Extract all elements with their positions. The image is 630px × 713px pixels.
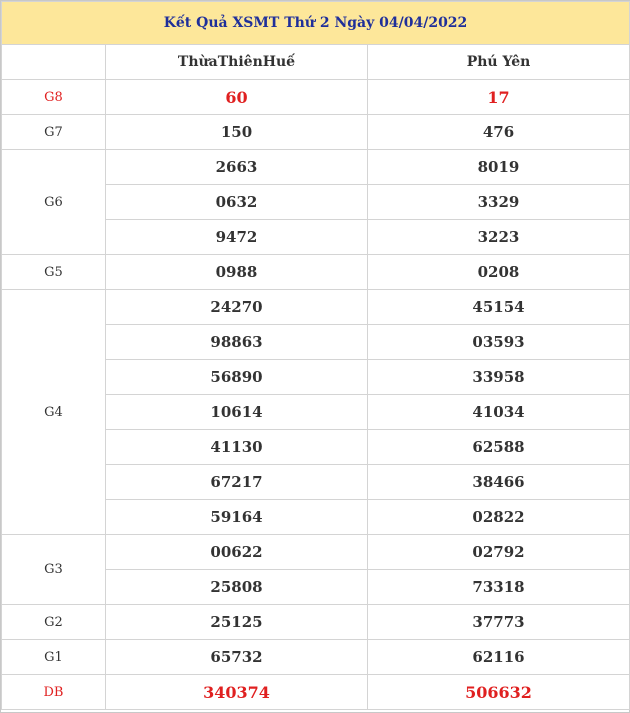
prize-number: 62116 — [368, 640, 630, 675]
prize-number: 24270 — [106, 290, 368, 325]
prize-number: 59164 — [106, 500, 368, 535]
prize-label: G5 — [2, 255, 106, 290]
prize-row — [2, 290, 630, 325]
prize-number: 0208 — [368, 255, 630, 290]
prize-number: 8019 — [368, 150, 630, 185]
prize-label: DB — [2, 675, 106, 710]
prize-number: 10614 — [106, 395, 368, 430]
prize-number: 17 — [368, 80, 630, 115]
prize-number: 506632 — [368, 675, 630, 710]
prize-number: 0632 — [106, 185, 368, 220]
prize-number: 98863 — [106, 325, 368, 360]
prize-row — [2, 255, 630, 290]
header-corner — [2, 45, 106, 80]
prize-number: 3223 — [368, 220, 630, 255]
prize-number: 02822 — [368, 500, 630, 535]
prize-body — [2, 80, 630, 710]
prize-number: 3329 — [368, 185, 630, 220]
prize-number: 60 — [106, 80, 368, 115]
province-header-row — [2, 45, 630, 80]
prize-number: 0988 — [106, 255, 368, 290]
prize-number: 9472 — [106, 220, 368, 255]
prize-label: G4 — [2, 290, 106, 535]
prize-row — [2, 80, 630, 115]
prize-number: 41034 — [368, 395, 630, 430]
prize-row — [2, 535, 630, 570]
prize-number: 56890 — [106, 360, 368, 395]
prize-row — [2, 640, 630, 675]
prize-number: 73318 — [368, 570, 630, 605]
province-header-2: Phú Yên — [368, 45, 630, 80]
prize-row — [2, 605, 630, 640]
prize-label: G7 — [2, 115, 106, 150]
prize-number: 67217 — [106, 465, 368, 500]
prize-label: G2 — [2, 605, 106, 640]
prize-number: 37773 — [368, 605, 630, 640]
table-title: Kết Quả XSMT Thứ 2 Ngày 04/04/2022 — [2, 2, 630, 45]
prize-label: G6 — [2, 150, 106, 255]
prize-number: 150 — [106, 115, 368, 150]
prize-label: G3 — [2, 535, 106, 605]
province-header-1: ThừaThiênHuế — [106, 45, 368, 80]
lottery-results-table — [1, 1, 630, 710]
prize-label: G8 — [2, 80, 106, 115]
prize-label: G1 — [2, 640, 106, 675]
prize-number: 41130 — [106, 430, 368, 465]
prize-row — [2, 675, 630, 710]
prize-number: 25808 — [106, 570, 368, 605]
prize-number: 03593 — [368, 325, 630, 360]
prize-number: 62588 — [368, 430, 630, 465]
prize-number: 476 — [368, 115, 630, 150]
prize-number: 38466 — [368, 465, 630, 500]
prize-number: 45154 — [368, 290, 630, 325]
prize-row — [2, 150, 630, 185]
prize-number: 340374 — [106, 675, 368, 710]
prize-number: 65732 — [106, 640, 368, 675]
prize-number: 00622 — [106, 535, 368, 570]
prize-number: 25125 — [106, 605, 368, 640]
prize-number: 33958 — [368, 360, 630, 395]
prize-row — [2, 115, 630, 150]
prize-number: 2663 — [106, 150, 368, 185]
prize-number: 02792 — [368, 535, 630, 570]
